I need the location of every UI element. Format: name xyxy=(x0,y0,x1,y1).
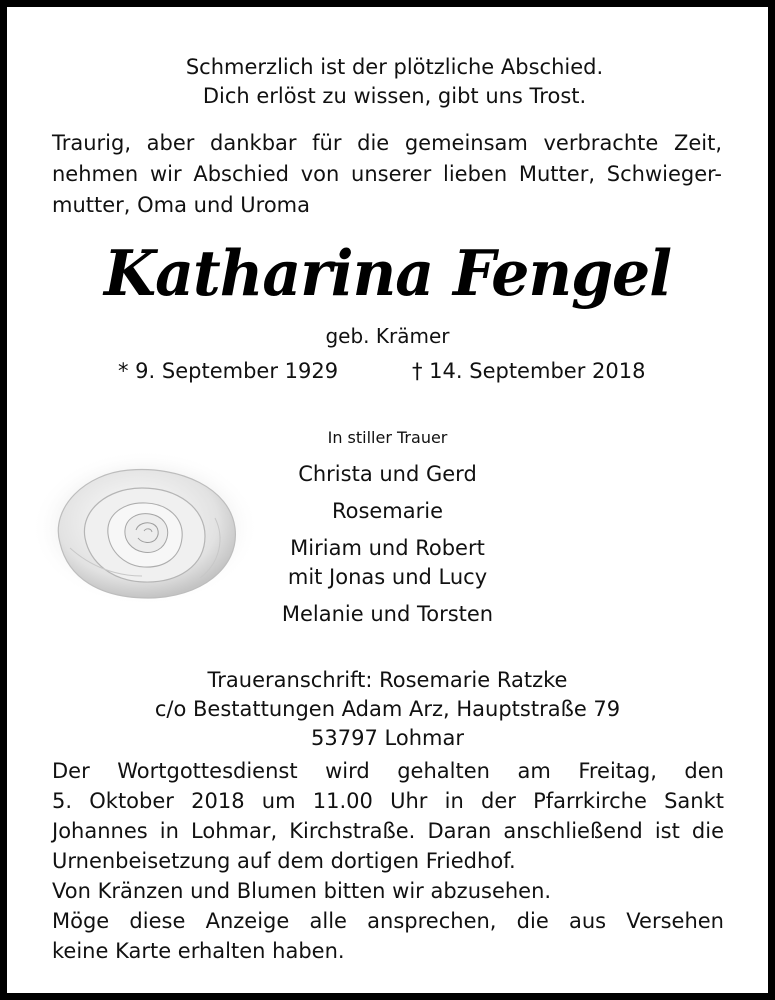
mourner-entry: mit Jonas und Lucy xyxy=(287,565,488,589)
service-line: Von Kränzen und Blumen bitten wir abzusehen. xyxy=(52,879,552,903)
service-line: keine Karte erhalten haben. xyxy=(52,939,345,963)
motto-line: Schmerzlich ist der plötzliche Abschied. xyxy=(185,55,604,79)
death-date: † 14. September 2018 xyxy=(412,359,646,383)
motto-line: Dich erlöst zu wissen, gibt uns Trost. xyxy=(202,84,587,108)
mourner-entry: Miriam und Robert xyxy=(290,536,485,560)
intro-line: nehmen wir Abschied von unserer lieben Mutter, Schwieger- xyxy=(52,162,722,186)
service-line: 5. Oktober 2018 um 11.00 Uhr in der Pfarrkirche Sankt xyxy=(52,789,724,813)
service-line: Möge diese Anzeige alle ansprechen, die aus Versehen xyxy=(52,909,724,933)
motto xyxy=(7,53,775,111)
intro-text xyxy=(52,128,722,221)
address-line: Traueranschrift: Rosemarie Ratzke xyxy=(207,668,568,692)
mourner-entry: Christa und Gerd xyxy=(298,462,477,486)
intro-line: Traurig, aber dankbar für die gemeinsam verbrachte Zeit, xyxy=(52,131,722,155)
mourner-entry: Melanie und Torsten xyxy=(281,602,494,626)
mourner-entry: Rosemarie xyxy=(331,499,444,523)
address-line: 53797 Lohmar xyxy=(311,726,464,750)
service-line: Urnenbeisetzung auf dem dortigen Friedhof. xyxy=(52,849,516,873)
mourning-address xyxy=(0,666,775,753)
service-notice xyxy=(52,756,724,966)
deceased-name: Katharina Fengel xyxy=(103,237,672,311)
address-line: c/o Bestattungen Adam Arz, Hauptstraße 79 xyxy=(154,697,621,721)
maiden-name: geb. Krämer xyxy=(325,324,450,348)
intro-line: mutter, Oma und Uroma xyxy=(52,193,311,217)
service-line: Der Wortgottesdienst wird gehalten am Freitag, den xyxy=(52,759,724,783)
service-line: Johannes in Lohmar, Kirchstraße. Daran anschließend ist die xyxy=(52,819,724,843)
mourners-heading: In stiller Trauer xyxy=(327,428,448,447)
birth-date: * 9. September 1929 xyxy=(118,359,339,383)
